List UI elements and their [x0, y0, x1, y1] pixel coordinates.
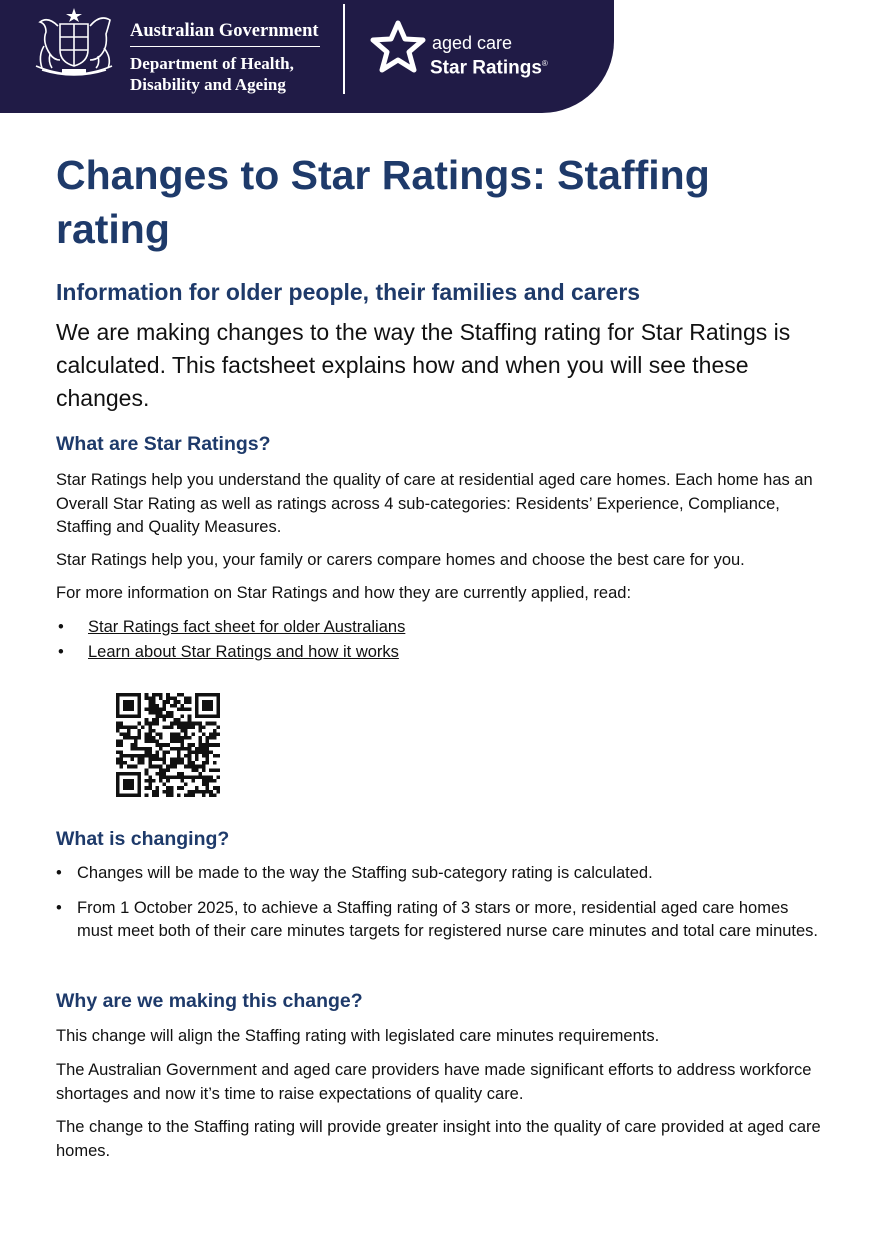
- list-item: [56, 641, 826, 665]
- header-divider: [343, 4, 345, 94]
- link-list: [56, 616, 826, 665]
- learn-more-link[interactable]: Learn about Star Ratings and how it works: [88, 642, 399, 661]
- coat-of-arms-icon: [22, 6, 126, 78]
- star-ratings-logo-icon: [368, 18, 428, 76]
- section-heading-what-are: What are Star Ratings?: [56, 433, 271, 455]
- paragraph: The change to the Staffing rating will provide greater insight into the quality of care provided at aged care homes.: [56, 1118, 821, 1160]
- section-heading-what-is-changing: What is changing?: [56, 828, 230, 850]
- list-item: [56, 616, 826, 640]
- page-title: Changes to Star Ratings: Staffing rating: [56, 152, 710, 252]
- gov-title: Australian Government: [130, 20, 320, 47]
- logo-small-text: aged care: [432, 33, 513, 53]
- paragraph: For more information on Star Ratings and how they are currently applied, read:: [56, 584, 632, 602]
- registered-mark: ®: [541, 59, 548, 68]
- government-wordmark: [130, 20, 320, 95]
- paragraph: The Australian Government and aged care providers have made significant efforts to address workforce shortages and now it’s time to raise expectations of quality care.: [56, 1061, 812, 1103]
- paragraph: This change will align the Staffing rating with legislated care minutes requirements.: [56, 1027, 660, 1045]
- department-name: [130, 53, 320, 95]
- qr-code-icon[interactable]: [116, 693, 220, 797]
- department-line-2: Disability and Ageing: [130, 75, 286, 94]
- paragraph: Star Ratings help you understand the quality of care at residential aged care homes. Each home has an Overall Star Rating as well as ratings across 4 sub-categories: Residents’ Experience, Compliance, Staffing and Quality Measures.: [56, 471, 813, 536]
- list-item: • Changes will be made to the way the Staffing sub-category rating is calculated.: [56, 862, 826, 886]
- department-line-1: Department of Health,: [130, 54, 294, 73]
- list-item: • From 1 October 2025, to achieve a Staffing rating of 3 stars or more, residential aged care homes must meet both of their care minutes targets for registered nurse care minutes and total care minutes.: [56, 897, 826, 944]
- change-list: [56, 862, 826, 955]
- paragraph: Star Ratings help you, your family or carers compare homes and choose the best care for you.: [56, 551, 745, 569]
- page-subtitle: Information for older people, their families and carers: [56, 279, 641, 305]
- section-heading-why: Why are we making this change?: [56, 990, 363, 1012]
- logo-big-text: [430, 54, 548, 78]
- logo-big-label: Star Ratings: [430, 57, 542, 79]
- header-banner: [0, 0, 614, 113]
- intro-paragraph: We are making changes to the way the Staffing rating for Star Ratings is calculated. This factsheet explains how and when you will see these changes.: [56, 319, 791, 411]
- fact-sheet-link[interactable]: Star Ratings fact sheet for older Australians: [88, 618, 406, 636]
